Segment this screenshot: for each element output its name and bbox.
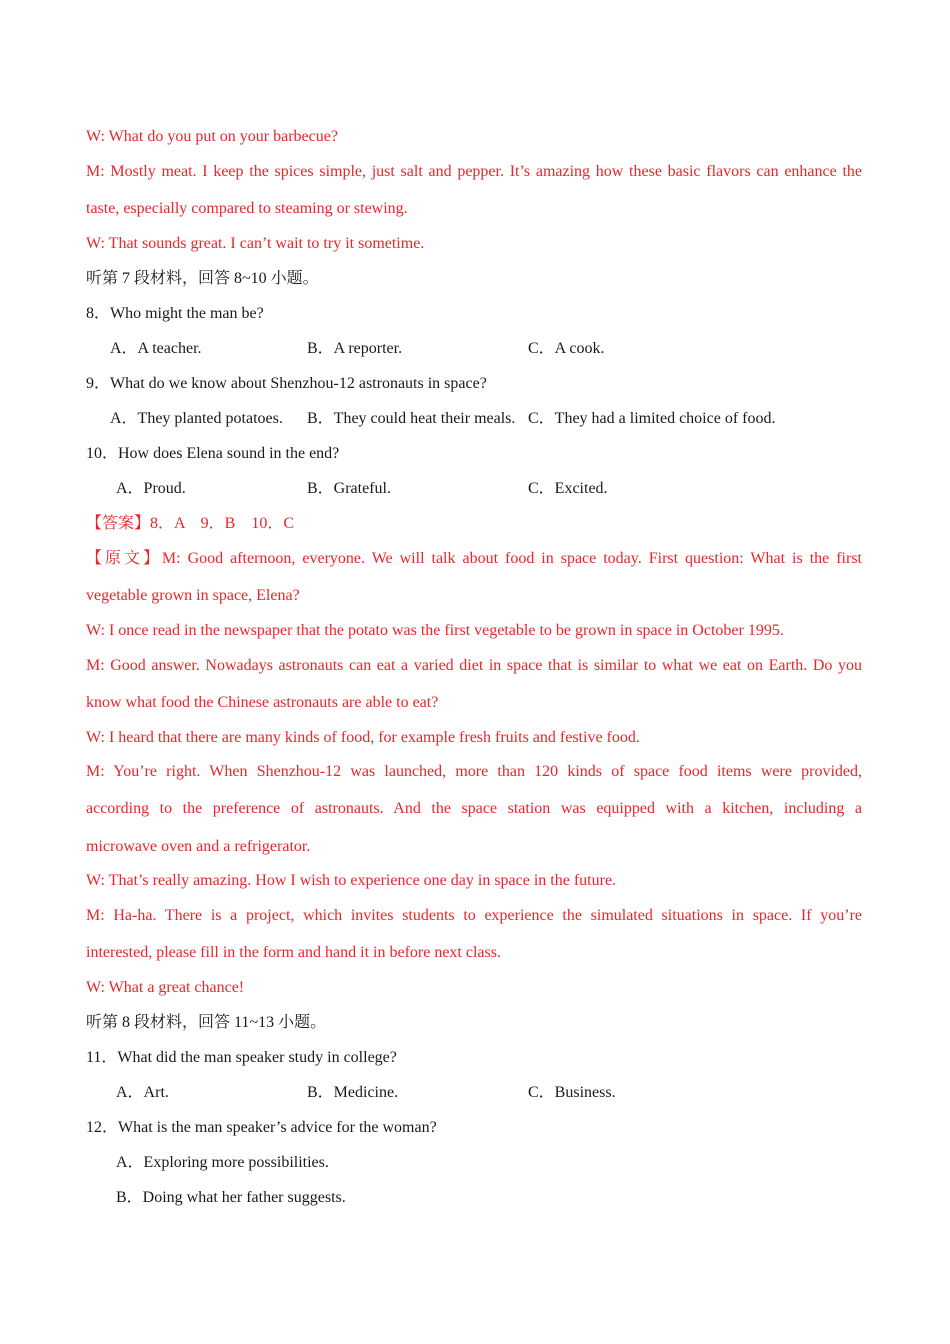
option-b: B．Medicine.	[307, 1084, 399, 1101]
option-b: B．Grateful.	[307, 480, 391, 497]
option-b: B．They could heat their meals.	[307, 410, 516, 427]
answer-key: 【答案】8．A 9．B 10．C	[86, 515, 295, 532]
question-text: 8．Who might the man be?	[86, 305, 264, 322]
option-a: A．Art.	[116, 1084, 169, 1101]
transcript-line: M: Good answer. Nowadays astronauts can eat a varied diet in space that is similar to what we eat on Earth. Do you	[86, 657, 862, 674]
section-header: 听第 7 段材料，回答 8~10 小题。	[86, 270, 319, 287]
transcript-line: know what food the Chinese astronauts are able to eat?	[86, 694, 439, 711]
option-a: A．A teacher.	[110, 340, 202, 357]
transcript-line: interested, please fill in the form and hand it in before next class.	[86, 944, 501, 961]
dialogue-line: W: That sounds great. I can’t wait to try it sometime.	[86, 235, 425, 252]
option-c: C．Excited.	[528, 480, 608, 497]
question-text: 12．What is the man speaker’s advice for the woman?	[86, 1119, 437, 1136]
dialogue-line: W: What do you put on your barbecue?	[86, 128, 338, 145]
transcript-line: 【原文】M: Good afternoon, everyone. We will talk about food in space today. First question: What is the first	[86, 550, 862, 567]
option-c: C．A cook.	[528, 340, 605, 357]
transcript-line: W: That’s really amazing. How I wish to experience one day in space in the future.	[86, 872, 617, 889]
transcript-line: microwave oven and a refrigerator.	[86, 838, 311, 855]
transcript-line: M: You’re right. When Shenzhou-12 was launched, more than 120 kinds of space food items were provided,	[86, 763, 862, 780]
option-c: C．Business.	[528, 1084, 616, 1101]
option-b: B．Doing what her father suggests.	[116, 1189, 346, 1206]
transcript-line: W: I once read in the newspaper that the potato was the first vegetable to be grown in space in October 1995.	[86, 622, 784, 639]
transcript-line: according to the preference of astronauts. And the space station was equipped with a kitchen, including a	[86, 800, 862, 817]
question-text: 11．What did the man speaker study in college?	[86, 1049, 397, 1066]
option-a: A．They planted potatoes.	[110, 410, 283, 427]
transcript-line: M: Ha-ha. There is a project, which invites students to experience the simulated situations in space. If you’re	[86, 907, 862, 924]
option-a: A．Proud.	[116, 480, 186, 497]
question-text: 10．How does Elena sound in the end?	[86, 445, 340, 462]
transcript-line: vegetable grown in space, Elena?	[86, 587, 300, 604]
question-text: 9．What do we know about Shenzhou-12 astronauts in space?	[86, 375, 487, 392]
option-a: A．Exploring more possibilities.	[116, 1154, 329, 1171]
option-b: B．A reporter.	[307, 340, 403, 357]
dialogue-line: M: Mostly meat. I keep the spices simple, just salt and pepper. It’s amazing how these basic flavors can enhance the	[86, 163, 862, 180]
option-c: C．They had a limited choice of food.	[528, 410, 776, 427]
transcript-line: W: I heard that there are many kinds of food, for example fresh fruits and festive food.	[86, 729, 640, 746]
dialogue-line: taste, especially compared to steaming or stewing.	[86, 200, 408, 217]
transcript-line: W: What a great chance!	[86, 979, 245, 996]
section-header: 听第 8 段材料，回答 11~13 小题。	[86, 1014, 327, 1031]
